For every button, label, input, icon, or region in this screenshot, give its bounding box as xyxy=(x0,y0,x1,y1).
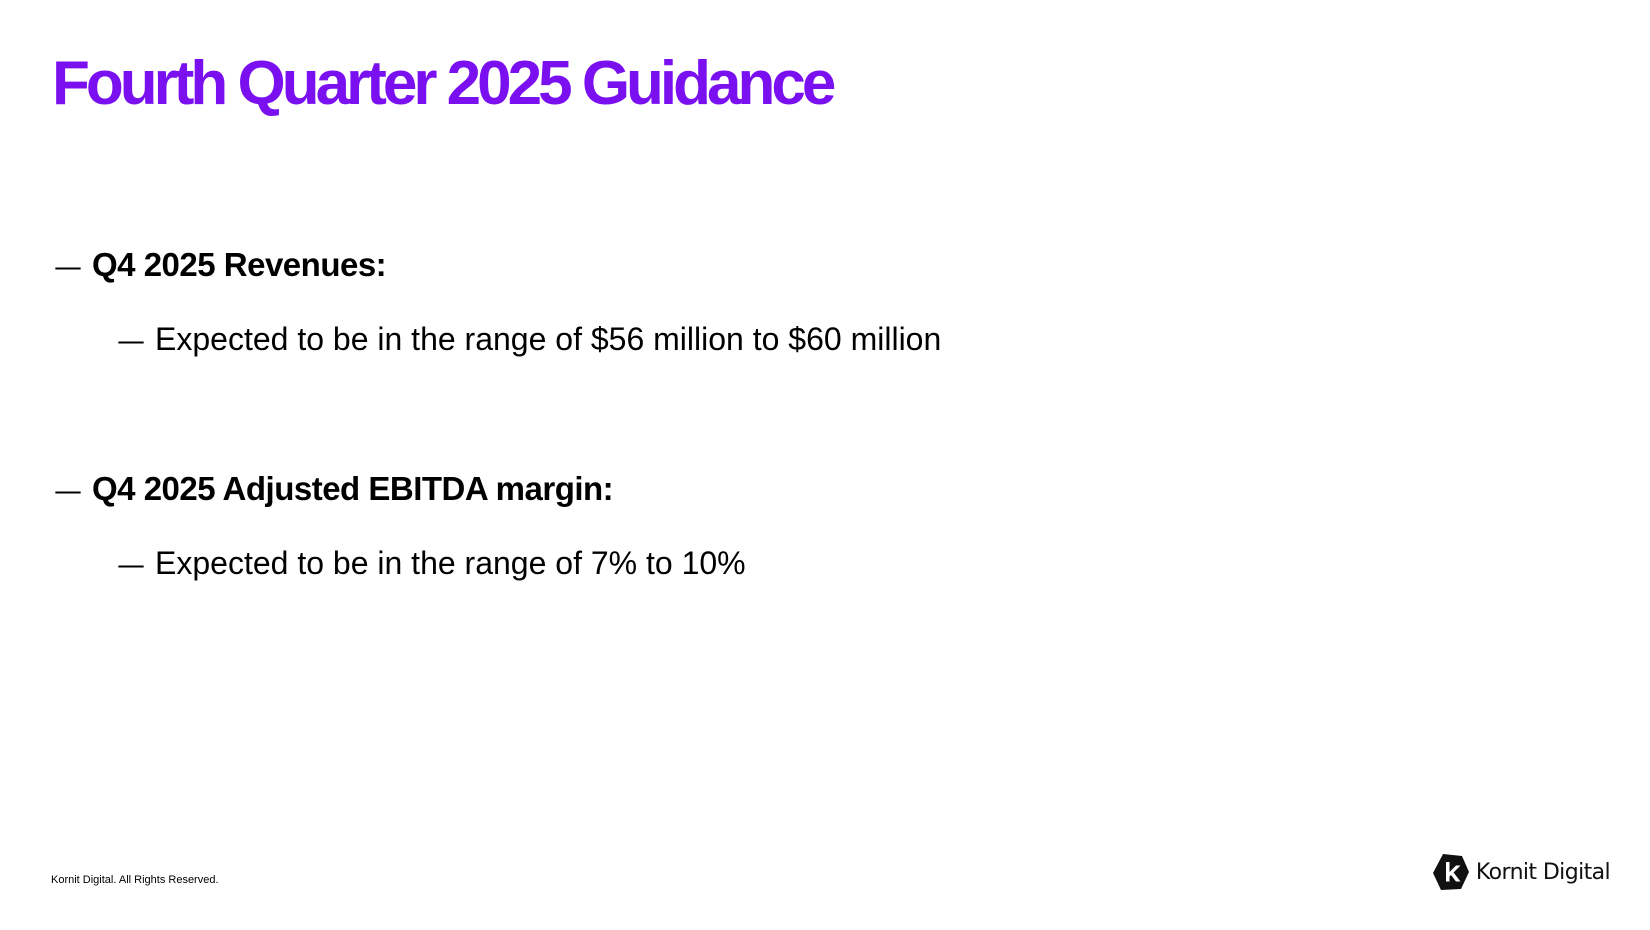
sub-bullet-dash: — xyxy=(117,548,145,581)
bullet-dash: — xyxy=(54,250,82,283)
bullet-ebitda xyxy=(54,470,613,508)
bullet-revenues xyxy=(54,246,386,284)
footer-copyright: Kornit Digital. All Rights Reserved. xyxy=(51,874,219,886)
company-logo xyxy=(1432,853,1610,891)
sub-bullet-ebitda xyxy=(117,545,746,582)
bullet-revenues-label: Q4 2025 Revenues: xyxy=(92,246,387,283)
bullet-dash: — xyxy=(54,474,82,507)
logo-wordmark: Kornit Digital xyxy=(1475,859,1610,885)
sub-bullet-revenues-text: Expected to be in the range of $56 million to $60 million xyxy=(155,321,942,357)
sub-bullet-ebitda-text: Expected to be in the range of 7% to 10% xyxy=(155,545,746,581)
bullet-ebitda-label: Q4 2025 Adjusted EBITDA margin: xyxy=(92,470,614,507)
kornit-k-logo-icon xyxy=(1432,853,1470,891)
slide-title: Fourth Quarter 2025 Guidance xyxy=(52,49,833,118)
sub-bullet-dash: — xyxy=(117,324,145,357)
sub-bullet-revenues xyxy=(117,321,941,358)
